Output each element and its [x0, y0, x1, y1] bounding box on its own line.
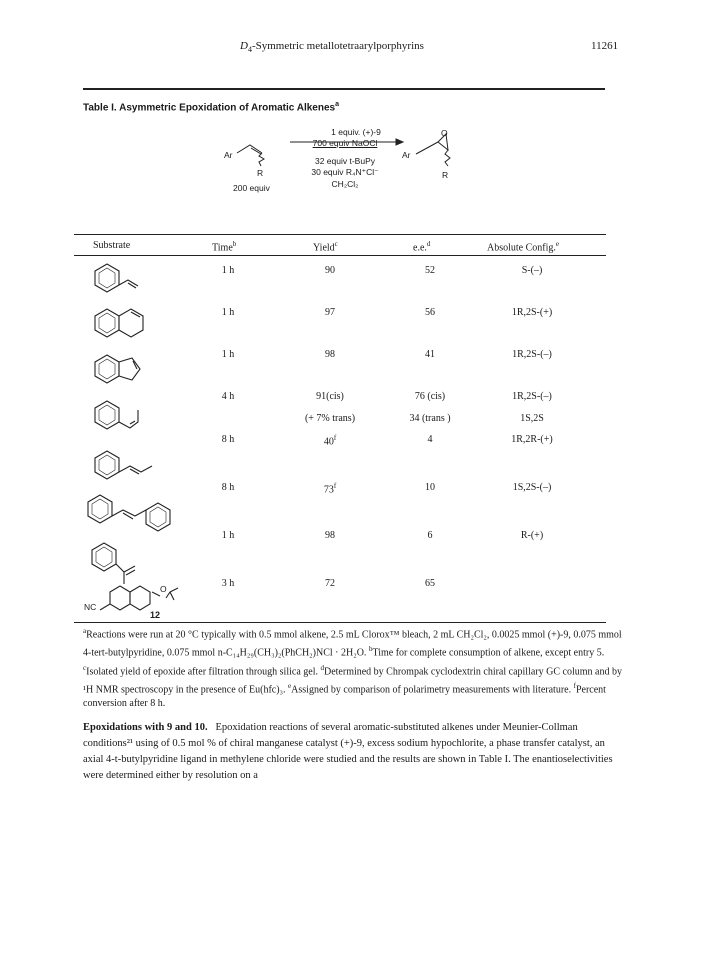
trans-methylstyrene-structure	[95, 451, 152, 479]
table-cell-yield-value: 73	[323, 484, 334, 496]
table-cell-yield: 90	[325, 265, 335, 276]
table-cell-ee: 76 (cis)	[414, 391, 446, 402]
table-cell-yield	[324, 434, 336, 447]
table-cell-time: 1 h	[221, 307, 235, 318]
table-cell-yield-value: 40	[323, 436, 334, 448]
scheme-reagent-5: CH₂Cl₂	[331, 179, 359, 189]
dihydronaphthalene-structure	[95, 309, 143, 337]
col-header-ee	[413, 240, 430, 253]
scheme-r-left: R	[257, 168, 264, 178]
table-cell-yield: 72	[325, 578, 335, 589]
table-cell-yield: 91(cis)	[316, 391, 344, 402]
col-header-time-label: Time	[212, 242, 233, 254]
table-cell-ee: 10	[425, 482, 435, 493]
table-cell-config: S-(–)	[521, 265, 543, 276]
table-rule-header	[74, 255, 606, 256]
indene-structure	[95, 355, 140, 383]
table-cell-yield-mark: f	[333, 482, 337, 490]
table-cell-config: 1R,2R-(+)	[511, 434, 553, 445]
footnote-e: Assigned by comparison of polarimetry measurements with literature.	[291, 684, 572, 696]
table-caption	[83, 101, 339, 113]
col-header-yield	[313, 240, 338, 253]
scheme-ar-right: Ar	[402, 150, 411, 160]
table-cell-time: 1 h	[221, 349, 235, 360]
cis-methylstyrene-structure	[95, 401, 138, 429]
table-cell-ee: 52	[425, 265, 435, 276]
table-cell-time: 1 h	[221, 265, 235, 276]
col-header-substrate-label: Substrate	[93, 240, 131, 251]
table-cell-config: 1R,2S-(–)	[512, 349, 552, 360]
footnote-c-mark: c	[83, 663, 87, 672]
scheme-substrate-equiv: 200 equiv	[233, 183, 270, 193]
table-cell-config: 1S,2S	[520, 413, 544, 424]
body-paragraph	[83, 720, 623, 784]
table-footnotes	[83, 624, 623, 711]
col-header-ee-label: e.e.	[413, 242, 427, 254]
table-rule-top	[74, 234, 606, 235]
table-cell-time: 8 h	[221, 434, 235, 445]
table-cell-yield: (+ 7% trans)	[304, 413, 356, 424]
table-cell-config: 1R,2S-(–)	[512, 391, 552, 402]
arrow-head	[396, 139, 403, 145]
col-header-ee-mark: d	[426, 240, 431, 248]
table-cell-yield: 98	[325, 530, 335, 541]
table-cell-ee: 34 (trans )	[409, 413, 451, 424]
table-cell-ee: 65	[425, 578, 435, 589]
table-caption-text: Table I. Asymmetric Epoxidation of Aromatic Alkenes	[83, 102, 336, 114]
table-cell-yield: 98	[325, 349, 335, 360]
footnote-a: Reactions were run at 20 °C typically with 0.5 mmol alkene, 2.5 mL Clorox™ bleach, 2 mL CH₂Cl₂, 0.0025 mmol (+)-9, 0.075 mmol 4-tert-butylpyridine, 0.075 mmol n-C₁₄H₂₉(CH₃)₂(PhCH₂)NCl · 2H₂O.	[83, 629, 622, 659]
compound-12-nc: NC	[84, 602, 97, 612]
section-heading: Epoxidations with 9 and 10.	[83, 722, 208, 733]
col-header-yield-label: Yield	[313, 242, 335, 254]
substrate-structures	[80, 258, 190, 618]
table-cell-time: 8 h	[221, 482, 235, 493]
running-title-subscript: 4	[247, 45, 252, 55]
col-header-config-label: Absolute Config.	[487, 242, 556, 254]
table-rule-bottom	[74, 622, 606, 623]
table-cell-time: 4 h	[221, 391, 235, 402]
compound-12-number: 12	[150, 610, 161, 620]
table-cell-time: 1 h	[221, 530, 235, 541]
table-cell-config: R-(+)	[520, 530, 544, 541]
stilbene-structure	[88, 495, 170, 531]
col-header-config	[487, 240, 559, 253]
table-cell-ee: 56	[425, 307, 435, 318]
table-cell-time: 3 h	[221, 578, 235, 589]
footnote-b-mark: b	[368, 645, 373, 654]
scheme-r-right: R	[442, 170, 449, 180]
footnote-c: Isolated yield of epoxide after filtration through silica gel.	[86, 665, 318, 677]
epoxide-wavy-bond	[445, 150, 450, 166]
epoxide-ar-bond	[416, 142, 438, 154]
table-cell-yield	[324, 482, 336, 495]
scheme-reagent-3: 32 equiv t-BuPy	[314, 156, 375, 166]
footnote-e-mark: e	[288, 681, 292, 690]
top-rule	[83, 88, 605, 90]
footnote-f: Percent conversion after 8 h.	[83, 684, 606, 710]
table-cell-ee: 6	[427, 530, 433, 541]
running-title-d: D	[240, 40, 248, 52]
running-title	[240, 40, 424, 54]
table-cell-yield-mark: f	[333, 434, 337, 442]
table-caption-mark: a	[335, 101, 340, 108]
wavy-bond	[259, 153, 264, 166]
col-header-config-mark: e	[555, 240, 559, 248]
scheme-reagent-2: 700 equiv NaOCl	[312, 138, 378, 148]
footnote-a-mark: a	[83, 627, 87, 635]
table-cell-config: 1S,2S-(–)	[512, 482, 552, 493]
scheme-ar-left: Ar	[224, 150, 233, 160]
running-title-text: -Symmetric metallotetraarylporphyrins	[251, 40, 424, 52]
body-text: Epoxidation reactions of several aromatic-substituted alkenes under Meunier-Collman conditions²¹ using of 0.5 mol % of chiral manganese catalyst (+)-9, excess sodium hypochlorite, a phase transfer catalyst, an axial 4-t-butylpyridine ligand in methylene chloride were studied and the results are shown in Table I. The enantioselectivities were determined either by resolution on a	[83, 722, 613, 781]
footnote-d-mark: d	[320, 663, 324, 672]
page-number: 11261	[591, 40, 619, 52]
table-cell-ee: 41	[425, 349, 435, 360]
table-cell-ee: 4	[427, 434, 433, 445]
col-header-yield-mark: c	[334, 240, 338, 248]
col-header-substrate	[93, 240, 130, 251]
scheme-reagent-1: 1 equiv. (+)-9	[331, 127, 381, 137]
col-header-time-mark: b	[232, 240, 237, 248]
footnote-d: Determined by Chrompak cyclodextrin chiral capillary GC column and by ¹H NMR spectroscopy in the presence of Eu(hfc)₃.	[83, 665, 622, 696]
table-cell-config: 1R,2S-(+)	[511, 307, 553, 318]
epoxide-ring	[438, 134, 448, 150]
scheme-o-label: O	[441, 128, 448, 138]
styrene-structure	[95, 264, 138, 292]
col-header-time	[212, 240, 236, 253]
footnote-b: Time for complete consumption of alkene, except entry 5.	[372, 647, 605, 659]
footnote-f-mark: f	[573, 681, 576, 690]
table-cell-yield: 97	[325, 307, 335, 318]
compound-12-o: O	[160, 584, 167, 594]
scheme-reagent-4: 30 equiv R₄N⁺Cl⁻	[311, 167, 379, 177]
reaction-scheme-graphic	[220, 120, 470, 190]
